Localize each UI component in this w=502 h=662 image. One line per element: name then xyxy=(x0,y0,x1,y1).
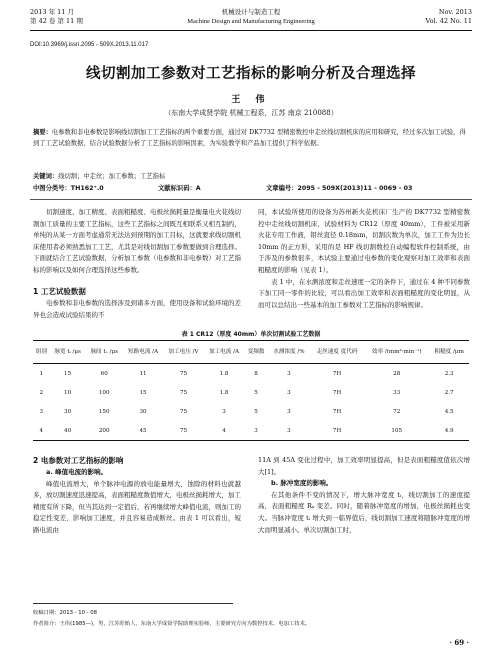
journal-name-en: Machine Design and Manufacturing Engineering xyxy=(187,18,315,25)
section2-left xyxy=(33,467,241,537)
table-cell: 60 xyxy=(100,370,108,377)
section1-paragraph: 电参数和非电参数的选择涉及到诸多方面，使用设备和试验环境的差异也会造成试验结果的不 xyxy=(33,299,241,319)
table-cell: 4 xyxy=(222,427,226,434)
footnote-rule xyxy=(33,603,233,604)
table-cell: 75 xyxy=(179,370,188,377)
subsection-a-text: 峰值电流增大，单个脉冲电源的放电能量增大，蚀除的材料也就越多，放切割速度迅速提高，表面粗糙度数值增大，电极丝损耗增大，加工精度有所下降，但当其达到一定值后，若再继续增大峰值电流，则加工的稳定性变差，影响加工速度，并且容易造成断丝。由表 1 可以看出，短路电流由 xyxy=(33,479,241,534)
header-right xyxy=(426,8,472,26)
table-row xyxy=(33,383,469,402)
article-number: 文章编号：2095 - 509X(2013)11 - 0069 - 03 xyxy=(266,185,413,192)
keywords xyxy=(33,171,469,180)
table-header-cell: 脉宽 tᵢ /μs xyxy=(54,349,81,355)
table-cell: 40 xyxy=(64,427,72,434)
table-cell: 11 xyxy=(139,370,147,377)
table1 xyxy=(33,340,469,441)
table-cell: 28 xyxy=(393,370,401,377)
table-cell: 30 xyxy=(139,408,147,415)
abstract-text: 电参数和非电参数是影响线切割加工工艺指标的两个重要方面，通过对 DK7732 型精密数控中走丝线切割机床的应用和研究，经过多次加工试验，得到了工艺试验数据，结合试验数据分析了工艺指标的影响因素，为实验教学和产品加工提供了科学依据。 xyxy=(33,129,466,147)
subsection-b-heading: b. 脉冲宽度的影响。 xyxy=(271,479,333,488)
header-center xyxy=(30,8,472,26)
table-cell: 45 xyxy=(139,427,147,434)
table-row xyxy=(33,364,469,384)
table-cell: 75 xyxy=(179,389,188,396)
table-cell: 3 xyxy=(222,408,226,415)
table-cell: 1 xyxy=(39,370,44,377)
table-cell: 4.9 xyxy=(444,427,454,434)
table-header-cell: 走丝速度 度代码 xyxy=(316,349,358,355)
table-cell: 1.8 xyxy=(219,370,229,377)
table-cell: 3 xyxy=(287,389,291,396)
table-cell: 7H xyxy=(332,408,342,415)
table-cell: 15 xyxy=(64,370,72,377)
page-number: · 69 · xyxy=(449,638,469,647)
affiliation: （东南大学成贤学院 机械工程系，江苏 南京 210088） xyxy=(164,109,338,117)
table-cell: 7H xyxy=(332,370,342,377)
table-cell: 4 xyxy=(39,427,44,434)
author-bio: 作者简介：王伟(1985—)，男，江苏盱眙人，东南大学成贤学院助理实验师，主要研究方向为数控技术、电加工技术。 xyxy=(33,621,311,627)
table-cell: 3 xyxy=(39,408,44,415)
table1-caption: 表 1 CR12（厚度 40mm）单次切割试验工艺数据 xyxy=(181,331,321,338)
clc-number: 中图分类号：TH162⁺.0 xyxy=(33,185,104,192)
journal-name-cn: 机械设计与制造工程 xyxy=(221,8,281,16)
intro-left xyxy=(33,207,241,277)
keywords-label: 关键词： xyxy=(33,173,59,180)
table-cell: 10 xyxy=(64,389,72,396)
abstract-separator xyxy=(30,199,472,200)
section1-body xyxy=(33,298,241,321)
section1-heading: 1 工艺试验数据 xyxy=(33,287,86,296)
header-date: 2013 年 11 月 xyxy=(30,8,75,16)
table-cell: 7H xyxy=(332,389,342,396)
table-cell: 75 xyxy=(179,427,188,434)
table-cell: 8 xyxy=(254,370,258,377)
table-cell: 5 xyxy=(254,408,258,415)
header-rule xyxy=(30,30,472,31)
table-cell: 75 xyxy=(179,408,188,415)
header-date-en: Nov. 2013 xyxy=(438,8,472,16)
table-cell: 33 xyxy=(393,389,401,396)
table-cell: 3 xyxy=(287,408,291,415)
subsection-a-continued: 11A 到 45A 变化过程中，加工效率明显提高，但是表面粗糙度值依次增大[1]。 xyxy=(258,456,470,476)
table-cell: 105 xyxy=(391,427,403,434)
table-cell: 3 xyxy=(287,370,291,377)
section2-heading: 2 电参数对工艺指标的影响 xyxy=(33,456,124,465)
table-cell: 2.3 xyxy=(444,370,454,377)
table-header-cell: 组别 xyxy=(35,349,47,355)
keywords-text: 线切割；中走丝；加工参数；工艺指标 xyxy=(58,173,166,180)
running-header xyxy=(30,8,472,36)
table-row xyxy=(33,421,469,441)
table-header-cell: 粗糙度 /μm xyxy=(434,349,464,355)
abstract xyxy=(33,128,469,149)
table-cell: 3 xyxy=(254,427,258,434)
document-code: 文献标识码：A xyxy=(158,185,201,192)
table-header-cell: 变频数 xyxy=(247,349,265,355)
table-header-cell: 脉间 tₒ /μs xyxy=(90,349,118,355)
table-cell: 200 xyxy=(98,427,110,434)
table-cell: 7H xyxy=(332,427,342,434)
subsection-b-text: 在其他条件不变的情况下，增大脉冲宽度 tᵢ，线切割加工的速度提高，表面粗糙度 Rₐ 变差。同时，随着脉冲宽度的增加，电极丝损耗也变大。当脉冲宽度 tᵢ 增大到一临界值后，线切割加工速度将随脉冲宽度的增大而明显减小。单次切割加工时， xyxy=(258,490,470,534)
table-cell: 2.7 xyxy=(444,389,454,396)
intro-right-paragraph-2: 表 1 中，在水测浓度和走丝速度一定的条件下，通过在 4 种不同参数下加工同一零件的比较，可以看出加工效率和表面粗糙度的变化明显，从而可以总结出一些基本的加工参数对工艺指标的影响规律。 xyxy=(258,277,470,309)
table-cell: 4.5 xyxy=(444,408,454,415)
doi: DOI:10.3969/j.issn.2095 - 509X.2013.11.017 xyxy=(30,42,149,48)
table-cell: 1.8 xyxy=(219,389,229,396)
intro-right-paragraph-1: 同，本试验所使用的设备为苏州新火花机床厂生产的 DK7732 型精密数控中走丝线切割机床，试验材料为 CR12（厚度 40mm），工件被采用新火花专用工作液，钼丝直径 0.18mm，切割次数为单次，加工工件为边长 10mm 的正方形，采用的是 HF 线切割数控自动编程软件控制系统，由于涉及的参数很多，本试验主要通过电参数的变化观察对加工效率和表面粗糙度的影响（见表 1）。 xyxy=(258,208,470,274)
table-cell: 5 xyxy=(254,389,258,396)
subsection-a-heading: a. 峰值电流的影响。 xyxy=(46,468,108,476)
table-cell: 72 xyxy=(393,408,401,415)
table-header-cell: 加工电流 /A xyxy=(208,349,240,355)
table-cell: 100 xyxy=(98,389,110,396)
table-row xyxy=(33,402,469,421)
table-cell: 3 xyxy=(287,427,291,434)
header-volume-en: Vol. 42 No. 11 xyxy=(425,17,472,25)
intro-left-paragraph: 切割速度、加工精度、表面粗糙度、电极丝损耗量是衡量电火花线切割加工质量的主要工艺指标，这些工艺指标之间既互相联系又相互制约，单纯的从某一方面考虑通常无法达到预期的加工目标，这就要求线切割机床使用者必须熟悉加工工艺，尤其是对线切割加工参数要做到合理选择。下面就结合工艺试验数据，分析加工参数（电参数和非电参数）对工艺指标的影响以及如何合理选择这些参数。 xyxy=(33,208,241,274)
abstract-label: 摘要： xyxy=(33,129,52,136)
table-header-cell: 效率 /(mm²·min⁻¹) xyxy=(371,349,422,355)
table-cell: 150 xyxy=(98,408,110,415)
table-cell: 30 xyxy=(64,408,72,415)
author: 王 伟 xyxy=(231,95,271,105)
table-header-cell: 加工电压 /V xyxy=(168,349,199,355)
header-volume: 第 42 卷 第 11 期 xyxy=(30,17,83,25)
table-cell: 2 xyxy=(39,389,44,396)
received-date: 收稿日期：2013 - 10 - 08 xyxy=(33,610,98,616)
table-header-cell: 水测浓度 /% xyxy=(273,349,305,355)
intro-right xyxy=(258,207,470,311)
article-title: 线切割加工参数对工艺指标的影响分析及合理选择 xyxy=(86,66,416,82)
table-header-row xyxy=(33,341,469,364)
section2-right xyxy=(258,455,470,536)
table-cell: 15 xyxy=(139,389,147,396)
table-header-cell: 短路电流 /A xyxy=(128,349,159,355)
